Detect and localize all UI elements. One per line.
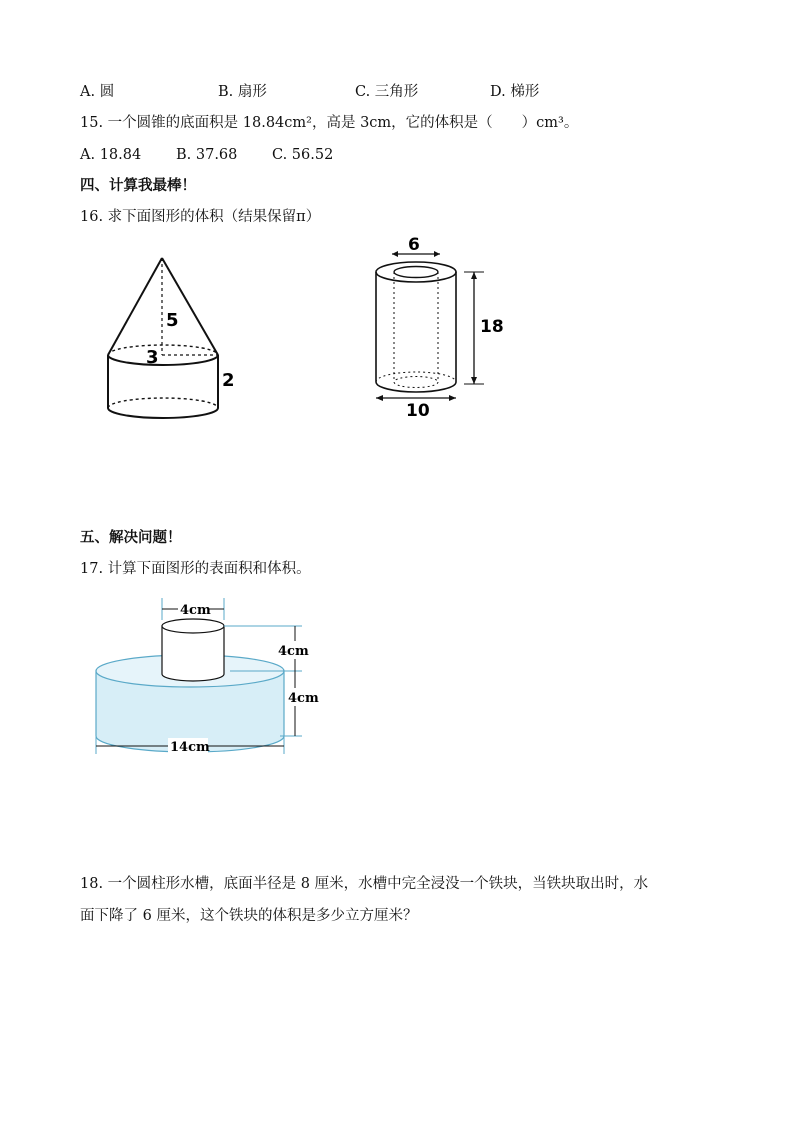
- radius-label: 3: [146, 347, 159, 368]
- q18-line-2: 面下降了 6 厘米，这个铁块的体积是多少立方厘米？: [80, 908, 418, 924]
- height-label: 18: [480, 317, 504, 337]
- q14-option-b: B. 扇形: [218, 84, 267, 100]
- top-height-label: 4cm: [278, 644, 309, 659]
- q16-text: 16. 求下面图形的体积（结果保留π）: [80, 209, 321, 225]
- q15-stem: 15. 一个圆锥的底面积是 18.84cm²，高是 3cm，它的体积是（ ）cm³。: [80, 115, 579, 131]
- q18-line-1: 18. 一个圆柱形水槽，底面半径是 8 厘米，水槽中完全浸没一个铁块，当铁块取出时，水: [80, 876, 649, 892]
- q16-hollow-cylinder-figure: [360, 232, 520, 422]
- bottom-diameter-label: 14cm: [170, 740, 210, 755]
- section-5-title: 五、解决问题！: [80, 529, 182, 546]
- outer-diameter-label: 10: [406, 401, 430, 421]
- q15-option-c: C. 56.52: [272, 147, 334, 163]
- q16-cone-cylinder-figure: [100, 250, 250, 420]
- inner-diameter-label: 6: [408, 235, 420, 255]
- q14-option-d: D. 梯形: [490, 84, 540, 100]
- q17-stacked-cylinders-figure: [90, 598, 330, 758]
- cylinder-height-label: 2: [222, 370, 235, 391]
- q15-option-b: B. 37.68: [176, 147, 238, 163]
- q15-option-a: A. 18.84: [80, 147, 142, 163]
- q14-option-a: A. 圆: [80, 84, 115, 100]
- bottom-height-label: 4cm: [288, 691, 319, 706]
- section-4-title: 四、计算我最棒！: [80, 177, 196, 194]
- cone-height-label: 5: [166, 310, 179, 331]
- q14-option-c: C. 三角形: [355, 84, 419, 100]
- q17-text: 17. 计算下面图形的表面积和体积。: [80, 561, 311, 577]
- top-diameter-label: 4cm: [180, 603, 211, 618]
